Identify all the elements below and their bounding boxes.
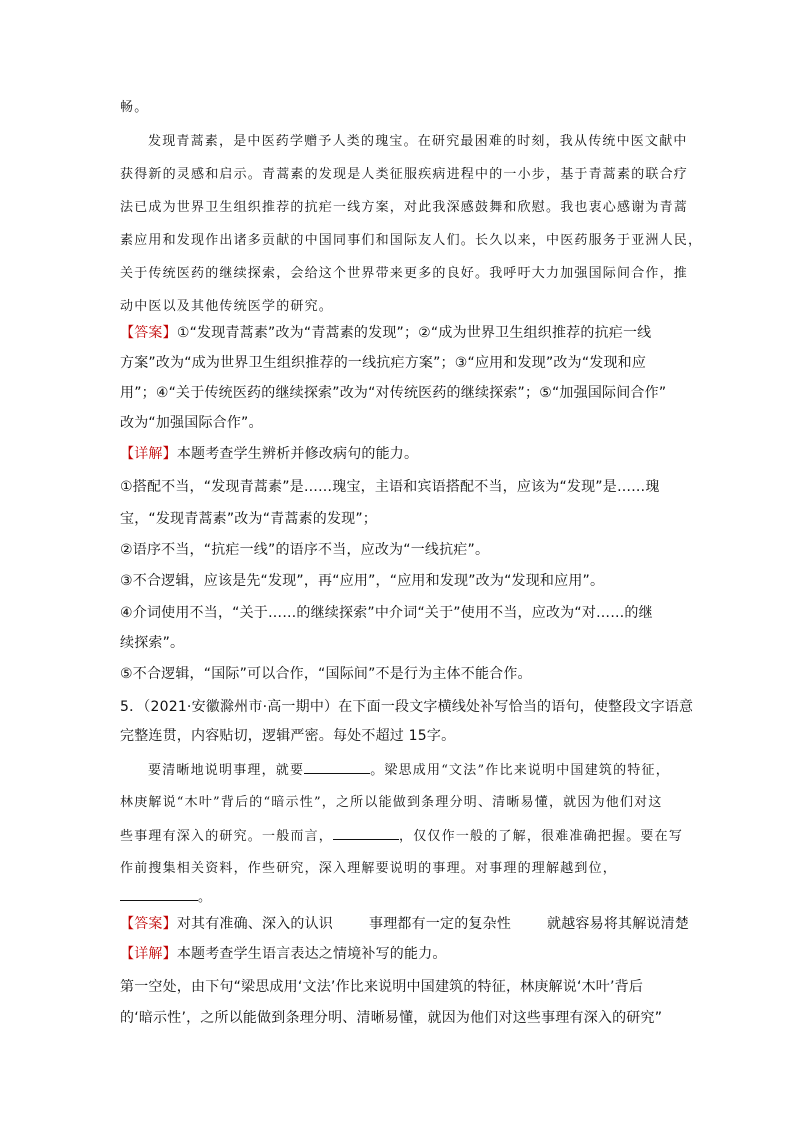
detail1-item: ②语序不当，“抗疟一线”的语序不当，应改为“一线抗疟”。 [120,542,490,558]
answer2-item: 就越容易将其解说清楚 [547,916,690,932]
answer1-line: 用”；④“关于传统医药的继续探索”改为“对传统医药的继续探索”；⑤“加强国际间合作” [120,385,667,401]
passage2-text: 。梁思成用“文法”作比来说明中国建筑的特征， [370,763,670,778]
passage2-text: 要清晰地说明事理，就要 [148,763,305,778]
detail-tag: 【详解】 [120,946,177,962]
detail1-item: ④介词使用不当，“关于……的继续探索”中介词“关于”使用不当，应改为“对……的继 [120,605,653,621]
fill-blank-3[interactable] [120,887,198,901]
passage1-line: 关于传统医药的继续探索，会给这个世界带来更多的良好。我呼吁大力加强国际间合作，推 [120,266,689,281]
answer-tag: 【答案】 [120,916,177,932]
passage2-text: 些事理有深入的研究。一般而言， [120,829,334,844]
carry-over-text: 畅。 [120,100,149,115]
passage2-line [148,760,708,781]
detail1-line [120,444,680,464]
passage1-line: 动中医以及其他传统医学的研究。 [120,299,334,314]
answer1-line [120,323,680,343]
passage1-line: 法已成为世界卫生组织推荐的抗疟一线方案，对此我深感鼓舞和欣慰。我也衷心感谢为青蒿 [120,200,689,215]
detail1-item: ⑤不合逻辑，“国际”可以合作，“国际间”不是行为主体不能合作。 [120,666,532,682]
passage1-line: 获得新的灵感和启示。青蒿素的发现是人类征服疾病进程中的一小步，基于青蒿素的联合疗 [120,167,689,182]
passage2-line: 作前搜集相关资料，作些研究，深入理解要说明的事理。对事理的理解越到位， [120,861,618,876]
detail2-line: 的‘暗示性’，之所以能做到条理分明、清晰易懂，就因为他们对这些事理有深入的研究” [120,1010,663,1026]
detail1-item: ③不合逻辑，应该是先“发现”，再“应用”，“应用和发现”改为“发现和应用”。 [120,573,605,589]
question5-stem: 完整连贯，内容贴切，逻辑严密。每处不超过 15字。 [120,728,456,744]
answer1-line: 改为“加强国际合作”。 [120,415,263,431]
answer2-item: 对其有准确、深入的认识 [176,916,334,932]
answer1-line: 方案”改为“成为世界卫生组织推荐的一线抗疟方案”；③“应用和发现”改为“发现和应 [120,355,647,371]
detail2-line: 第一空处，由下句“梁思成用‘文法’作比来说明中国建筑的特征，林庚解说‘木叶’背后 [120,979,644,995]
fill-blank-2[interactable] [333,826,399,840]
passage1-line: 发现青蒿素，是中医药学赠予人类的瑰宝。在研究最困难的时刻，我从传统中医文献中 [148,134,688,149]
passage2-line: 林庚解说“木叶”背后的“暗示性”，之所以能做到条理分明、清晰易懂，就因为他们对这 [120,795,663,810]
detail2-intro: 本题考查学生语言表达之情境补写的能力。 [176,946,447,962]
answer2-item: 事理都有一定的复杂性 [369,916,512,932]
passage2-line [120,826,684,847]
answer1-text: ①“发现青蒿素”改为“青蒿素的发现”；②“成为世界卫生组织推荐的抗疟一线 [176,325,652,341]
passage2-text: ，仅仅作一般的了解，很难准确把握。要在写 [399,829,684,844]
detail1-item: ①搭配不当，“发现青蒿素”是……瑰宝，主语和宾语搭配不当，应该为“发现”是……瑰 [120,479,660,495]
question5-stem: 5．（2021·安徽滁州市·高一期中）在下面一段文字横线处补写恰当的语句，使整段文字语意 [120,699,694,715]
answer2-line [120,914,690,934]
answer-tag: 【答案】 [120,325,177,341]
detail2-line [120,944,680,964]
passage2-text: 。 [198,890,213,905]
detail1-item: 续探索”。 [120,635,185,651]
passage2-line [120,887,680,908]
detail-tag: 【详解】 [120,446,177,462]
passage1-line: 素应用和发现作出诸多贡献的中国同事们和国际友人们。长久以来，中医药服务于亚洲人民， [120,233,703,248]
detail1-item: 宝，“发现青蒿素”改为“青蒿素的发现”； [120,511,378,527]
fill-blank-1[interactable] [304,760,370,774]
detail1-intro: 本题考查学生辨析并修改病句的能力。 [176,446,419,462]
